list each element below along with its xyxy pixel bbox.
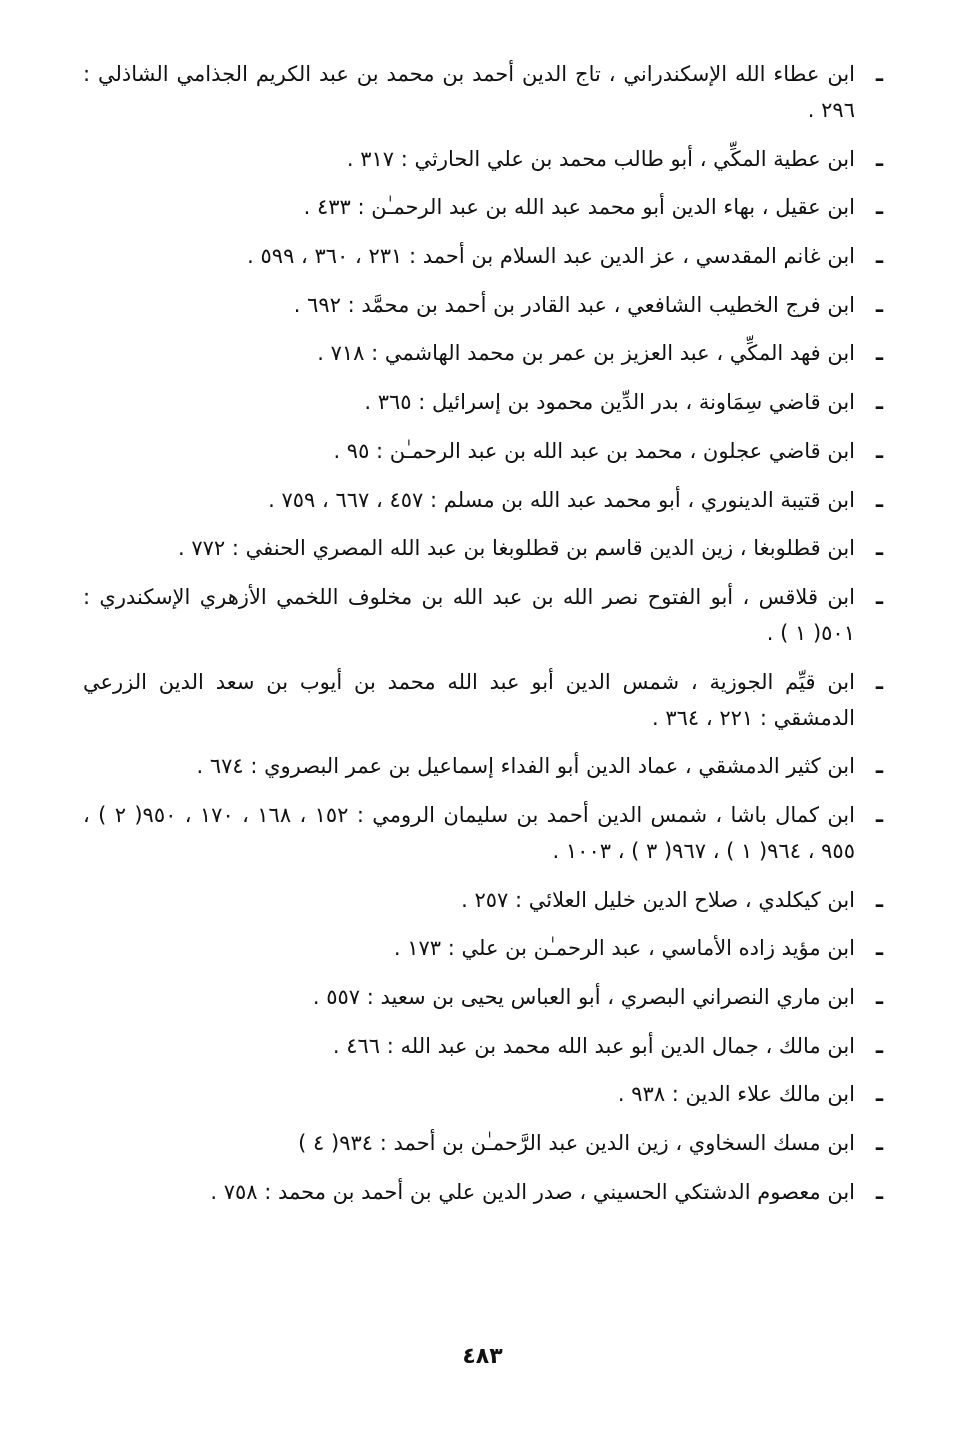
entry-text: ابن معصوم الدشتكي الحسيني ، صدر الدين علي بن أحمد بن محمد : ٧٥٨ .	[210, 1179, 855, 1204]
entry-dash: ـ	[875, 341, 883, 366]
index-entry	[83, 530, 883, 566]
entry-dash: ـ	[875, 887, 883, 912]
entry-text: ابن قاضي عجلون ، محمد بن عبد الله بن عبد الرحمـٰن : ٩٥ .	[333, 438, 855, 463]
index-entry	[83, 664, 883, 736]
entry-text: ابن مؤيد زاده الأماسي ، عبد الرحمـٰن بن علي : ١٧٣ .	[393, 936, 855, 961]
index-entry	[83, 748, 883, 784]
entry-text: ابن قتيبة الدينوري ، أبو محمد عبد الله بن مسلم : ٤٥٧ ، ٦٦٧ ، ٧٥٩ .	[268, 487, 855, 512]
index-entry	[83, 882, 883, 918]
entry-text: ابن كيكلدي ، صلاح الدين خليل العلائي : ٢٥٧ .	[461, 887, 855, 912]
entry-dash: ـ	[875, 390, 883, 415]
index-entry	[83, 1028, 883, 1064]
index-entry	[83, 189, 883, 225]
entry-dash: ـ	[875, 1033, 883, 1058]
index-entry	[83, 482, 883, 518]
entry-text: ابن قلاقس ، أبو الفتوح نصر الله بن عبد الله بن مخلوف اللخمي الأزهري الإسكندري : ٥٠١( ١ ) .	[83, 584, 855, 645]
entry-dash: ـ	[875, 244, 883, 269]
entry-text: ابن قاضي سِمَاونة ، بدر الدِّين محمود بن إسرائيل : ٣٦٥ .	[364, 390, 855, 415]
index-entry	[83, 287, 883, 323]
entry-text: ابن كمال باشا ، شمس الدين أحمد بن سليمان الرومي : ١٥٢ ، ١٦٨ ، ١٧٠ ، ٩٥٠( ٢ ) ، ٩٥٥ ، ٩٦٤( ١ ) ، ٩٦٧( ٣ ) ، ١٠٠٣ .	[83, 802, 855, 863]
index-entry	[83, 797, 883, 869]
entry-text: ابن ماري النصراني البصري ، أبو العباس يحيى بن سعيد : ٥٥٧ .	[312, 985, 855, 1009]
index-entry	[83, 141, 883, 177]
entry-dash: ـ	[875, 669, 883, 694]
entry-dash: ـ	[875, 584, 883, 609]
index-entry	[83, 579, 883, 651]
entry-dash: ـ	[875, 146, 883, 171]
index-entry	[83, 979, 883, 1015]
index-entry	[83, 335, 883, 371]
page-number: ٤٨٣	[462, 1344, 503, 1369]
entry-dash: ـ	[875, 985, 883, 1009]
entry-dash: ـ	[875, 1179, 883, 1204]
index-entry	[83, 433, 883, 469]
index-entry-list	[83, 56, 883, 1222]
entry-text: ابن مالك علاء الدين : ٩٣٨ .	[617, 1082, 855, 1107]
entry-text: ابن كثير الدمشقي ، عماد الدين أبو الفداء إسماعيل بن عمر البصروي : ٦٧٤ .	[196, 754, 855, 779]
entry-dash: ـ	[875, 487, 883, 512]
entry-text: ابن فرج الخطيب الشافعي ، عبد القادر بن أحمد بن محمَّد : ٦٩٢ .	[293, 292, 855, 317]
entry-text: ابن مالك ، جمال الدين أبو عبد الله محمد بن عبد الله : ٤٦٦ .	[332, 1033, 855, 1058]
entry-dash: ـ	[875, 936, 883, 961]
entry-dash: ـ	[875, 536, 883, 561]
entry-dash: ـ	[875, 292, 883, 317]
entry-dash: ـ	[875, 754, 883, 779]
index-entry	[83, 384, 883, 420]
entry-dash: ـ	[875, 438, 883, 463]
entry-text: ابن مسك السخاوي ، زين الدين عبد الرَّحمـٰن بن أحمد : ٩٣٤( ٤ )	[298, 1131, 855, 1156]
index-entry	[83, 56, 883, 128]
index-entry	[83, 930, 883, 966]
entry-text: ابن قطلوبغا ، زين الدين قاسم بن قطلوبغا بن عبد الله المصري الحنفي : ٧٧٢ .	[178, 536, 855, 561]
entry-dash: ـ	[875, 1082, 883, 1107]
index-entry	[83, 1076, 883, 1112]
entry-dash: ـ	[875, 1131, 883, 1156]
entry-dash: ـ	[875, 802, 883, 827]
index-entry	[83, 238, 883, 274]
entry-text: ابن غانم المقدسي ، عز الدين عبد السلام بن أحمد : ٢٣١ ، ٣٦٠ ، ٥٩٩ .	[247, 244, 855, 269]
entry-text: ابن عطية المكِّي ، أبو طالب محمد بن علي الحارثي : ٣١٧ .	[346, 146, 855, 171]
index-entry	[83, 1174, 883, 1210]
entry-text: ابن عطاء الله الإسكندراني ، تاج الدين أحمد بن محمد بن عبد الكريم الجذامي الشاذلي : ٢٩٦ .	[83, 62, 855, 122]
entry-text: ابن قيِّم الجوزية ، شمس الدين أبو عبد الله محمد بن أيوب بن سعد الدين الزرعي الدمشقي : ٢٢١ ، ٣٦٤ .	[83, 669, 855, 730]
entry-text: ابن فهد المكِّي ، عبد العزيز بن عمر بن محمد الهاشمي : ٧١٨ .	[317, 341, 855, 366]
entry-text: ابن عقيل ، بهاء الدين أبو محمد عبد الله بن عبد الرحمـٰن : ٤٣٣ .	[303, 195, 855, 220]
entry-dash: ـ	[875, 62, 883, 86]
index-entry	[83, 1125, 883, 1161]
entry-dash: ـ	[875, 195, 883, 220]
